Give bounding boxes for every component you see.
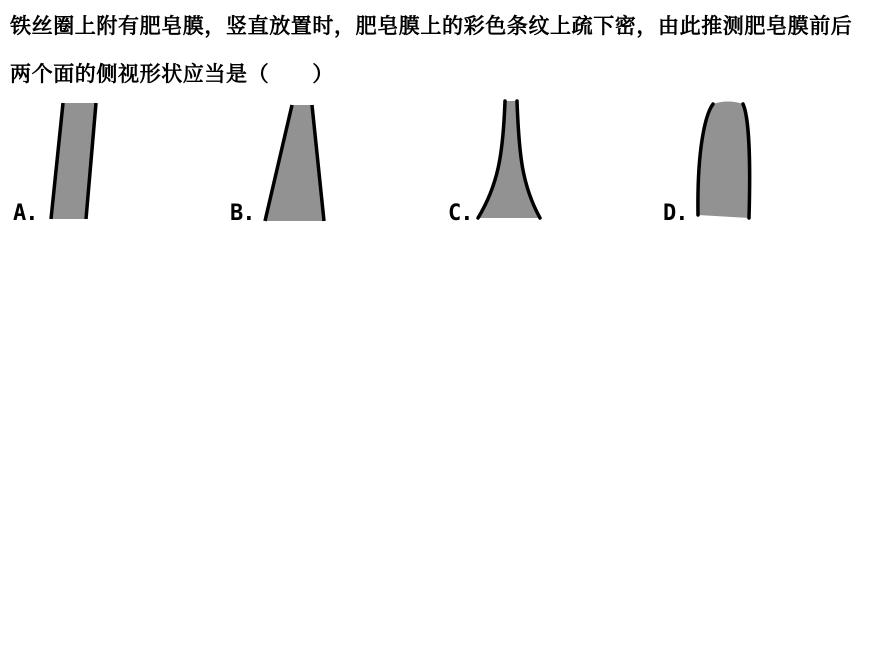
- option-d-soap-film-diagram: [690, 95, 758, 225]
- option-a-soap-film-diagram: [45, 98, 105, 226]
- option-d-label: D.: [663, 201, 688, 226]
- question-text-line1: 铁丝圈上附有肥皂膜，竖直放置时，肥皂膜上的彩色条纹上疏下密，由此推测肥皂膜前后: [10, 14, 853, 38]
- option-c-label: C.: [448, 201, 473, 226]
- question-text-line2: 两个面的侧视形状应当是（ ）: [10, 62, 334, 86]
- option-a-label: A.: [13, 201, 38, 226]
- option-b-soap-film-diagram: [258, 98, 333, 228]
- option-b-label: B.: [230, 201, 255, 226]
- option-c-soap-film-diagram: [470, 95, 548, 227]
